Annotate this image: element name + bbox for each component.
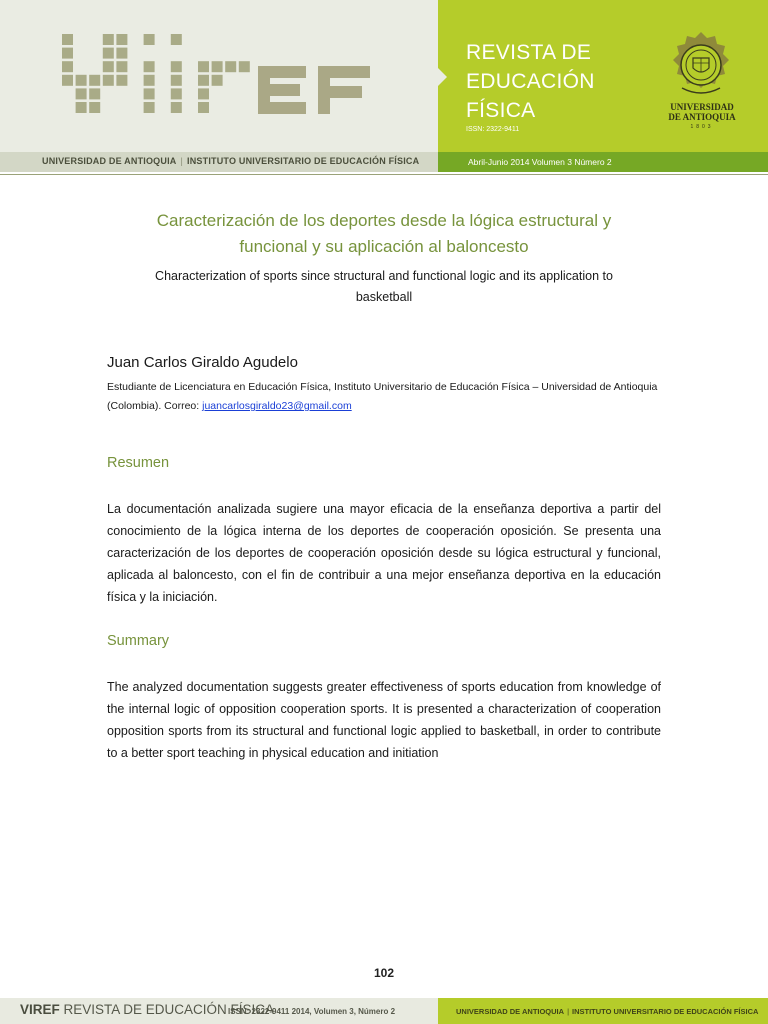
resumen-paragraph: La documentación analizada sugiere una mayor eficacia de la enseñanza deportiva a partir del conocimiento de la lógica interna de los deportes de cooperación oposición. Se presenta una caracterización de los deportes de cooperación oposición desde su lógica estructural y funcional, aplicada al baloncesto, con el fin de contribuir a una mejor enseñanza deportiva en la educación física y la iniciación. — [107, 502, 661, 604]
university-name-line-2: DE ANTIOQUIA — [668, 112, 736, 122]
logo-pixel — [62, 34, 73, 45]
logo-pixel — [76, 75, 87, 86]
footer-issn-info: ISSN: 2322-9411 2014, Volumen 3, Número 2 — [228, 1007, 396, 1016]
logo-pixel — [212, 61, 223, 72]
article-title-es-line-2: funcional y su aplicación al baloncesto — [239, 237, 529, 256]
logo-pixel — [103, 34, 114, 45]
logo-pixel — [171, 75, 182, 86]
header-institution-bar — [42, 156, 419, 166]
logo-pixel — [116, 48, 127, 59]
university-name-line-1: UNIVERSIDAD — [670, 102, 734, 112]
author-name: Juan Carlos Giraldo Agudelo — [107, 354, 298, 371]
logo-pixel — [62, 75, 73, 86]
article-title-en-line-2: basketball — [355, 290, 413, 304]
university-crest-icon — [668, 30, 734, 100]
footer-university-label: UNIVERSIDAD DE ANTIOQUIA — [456, 1007, 565, 1016]
header-issn: ISSN: 2322-9411 — [466, 126, 520, 133]
footer-separator: | — [567, 1007, 570, 1016]
logo-pixel — [116, 34, 127, 45]
logo-pixel — [76, 88, 87, 99]
logo-pixel — [171, 61, 182, 72]
logo-pixel — [76, 102, 87, 113]
summary-heading: Summary — [107, 633, 170, 649]
header-bar-separator: | — [180, 156, 184, 166]
logo-pixel — [103, 48, 114, 59]
logo-pixel — [225, 61, 236, 72]
logo-pixel — [89, 102, 100, 113]
logo-pixel — [89, 88, 100, 99]
article-title-en-line-1: Characterization of sports since structural and functional logic and its application to — [155, 269, 613, 283]
logo-pixel — [198, 102, 209, 113]
logo-pixel — [89, 75, 100, 86]
author-email-link[interactable]: juancarlosgiraldo23@gmail.com — [202, 400, 352, 412]
logo-pixel — [198, 75, 209, 86]
logo-pixel — [198, 88, 209, 99]
viref-logo — [62, 30, 392, 122]
logo-pixel — [62, 48, 73, 59]
affiliation-text: Estudiante de Licenciatura en Educación Física, Instituto Universitario de Educación Física – Universidad de Antioquia (Colombia). Correo: — [107, 381, 658, 412]
university-year: 1803 — [690, 124, 714, 130]
article-title-en — [100, 266, 668, 308]
university-name — [652, 102, 752, 122]
summary-paragraph: The analyzed documentation suggests greater effectiveness of sports education from knowledge of the internal logic of opposition cooperation sports. It is presented a characterization of cooperation opposition sports from its structural and functional logic applied to basketball, in order to contribute to a better sport teaching in physical education and initiation — [107, 680, 661, 760]
logo-pixel — [171, 102, 182, 113]
page-number: 102 — [373, 966, 395, 980]
logo-pixel — [144, 61, 155, 72]
header-institute-label: INSTITUTO UNIVERSITARIO DE EDUCACIÓN FÍSICA — [187, 156, 420, 166]
journal-title-line-1: REVISTA DE — [466, 41, 592, 64]
journal-title-line-2: EDUCACIÓN — [466, 70, 595, 93]
footer-institute-label: INSTITUTO UNIVERSITARIO DE EDUCACIÓN FÍSICA — [572, 1007, 759, 1016]
logo-pixel — [144, 102, 155, 113]
logo-pixel — [144, 88, 155, 99]
article-title-es — [100, 208, 668, 260]
logo-pixel — [103, 61, 114, 72]
footer-institution — [456, 1007, 758, 1016]
header-notch — [438, 68, 447, 86]
header-divider — [0, 174, 768, 175]
journal-title — [466, 38, 616, 125]
resumen-heading: Resumen — [107, 455, 170, 471]
logo-pixel — [116, 61, 127, 72]
author-affiliation — [107, 378, 667, 416]
logo-pixel — [171, 88, 182, 99]
logo-pixel — [212, 75, 223, 86]
header-issue-info: Abril-Junio 2014 Volumen 3 Número 2 — [468, 157, 612, 167]
header-university-label: UNIVERSIDAD DE ANTIOQUIA — [42, 156, 177, 166]
logo-pixel — [198, 61, 209, 72]
logo-pixel — [116, 75, 127, 86]
journal-title-line-3: FÍSICA — [466, 99, 536, 122]
footer-viref-label: VIREF — [20, 1002, 60, 1017]
logo-pixel — [103, 75, 114, 86]
logo-pixel — [62, 61, 73, 72]
journal-header — [0, 0, 768, 176]
logo-pixel — [144, 34, 155, 45]
logo-pixel — [171, 34, 182, 45]
article-title-es-line-1: Caracterización de los deportes desde la lógica estructural y — [156, 211, 612, 230]
logo-pixel — [144, 75, 155, 86]
footer-journal-label: REVISTA DE EDUCACIÓN FÍSICA — [59, 1002, 275, 1017]
